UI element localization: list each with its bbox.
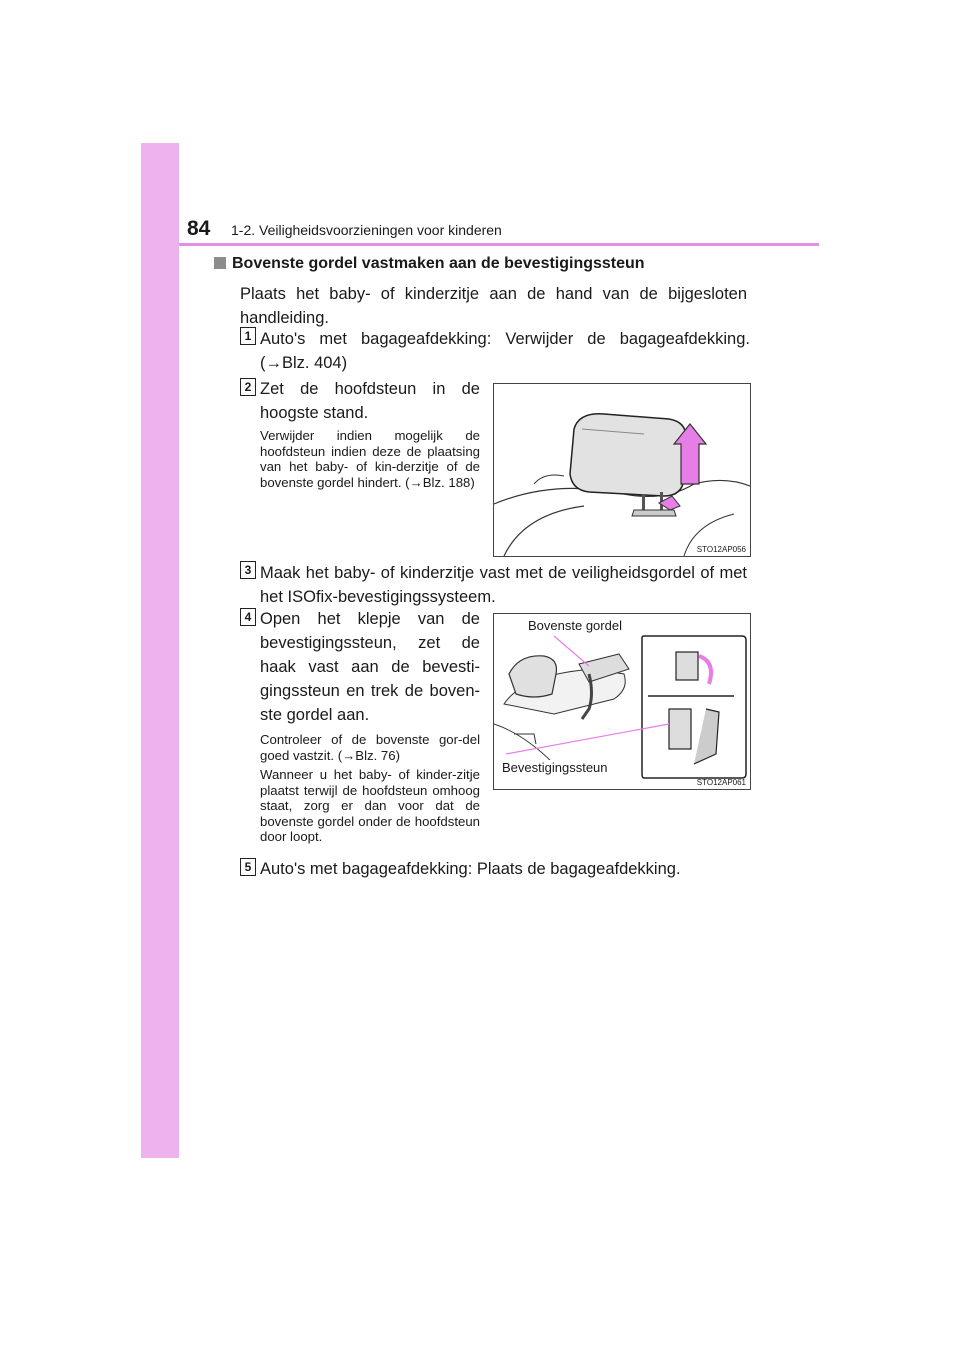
chapter-sidebar-tab bbox=[141, 143, 179, 1158]
section-title: Bovenste gordel vastmaken aan de bevestigingssteun bbox=[232, 255, 645, 272]
section-heading bbox=[214, 255, 645, 273]
intro-text: Plaats het baby- of kinderzitje aan de hand van de bijgesloten handleiding. bbox=[240, 285, 747, 327]
callout-top-strap: Bovenste gordel bbox=[528, 618, 622, 633]
step-4-text: Open het klepje van de bevestigingssteun, zet de haak vast aan de bevesti-gingssteun en trek de boven-ste gordel aan. bbox=[260, 610, 480, 724]
step-number-3: 3 bbox=[240, 561, 256, 579]
step-4-note-1: Controleer of de bovenste gor-del goed vastzit. (→Blz. 76) bbox=[260, 732, 480, 763]
anchor-figure bbox=[493, 613, 751, 790]
step-number-1: 1 bbox=[240, 327, 256, 345]
step-number-2: 2 bbox=[240, 378, 256, 396]
callout-anchor-bracket: Bevestigingssteun bbox=[502, 760, 608, 775]
step-4-note-2: Wanneer u het baby- of kinder-zitje plaatst terwijl de hoofdsteun omhoog staat, zorg er dan voor dat de bovenste gordel onder de hoofdsteun door loopt. bbox=[260, 767, 480, 844]
step-3-text: Maak het baby- of kinderzitje vast met de veiligheidsgordel of met het ISOfix-bevestigingssysteem. bbox=[260, 564, 747, 606]
step-5-text: Auto's met bagageafdekking: Plaats de bagageafdekking. bbox=[260, 860, 681, 878]
step-number-4: 4 bbox=[240, 608, 256, 626]
step-2-note: Verwijder indien mogelijk de hoofdsteun indien deze de plaatsing van het baby- of kin-derzitje of de bovenste gordel hindert. (→Blz. 188) bbox=[260, 428, 480, 490]
step-1-text: Auto's met bagageafdekking: Verwijder de bagageafdekking. (→Blz. 404) bbox=[260, 330, 750, 372]
headrest-figure bbox=[493, 383, 751, 557]
square-bullet-icon bbox=[214, 257, 226, 269]
figure-code: STO12AP061 bbox=[696, 778, 746, 787]
header-rule bbox=[179, 243, 819, 246]
figure-code: STO12AP056 bbox=[696, 545, 746, 554]
chapter-title: 1-2. Veiligheidsvoorzieningen voor kinderen bbox=[231, 222, 502, 238]
page-number: 84 bbox=[187, 217, 211, 240]
headrest-illustration bbox=[494, 384, 750, 556]
step-number-5: 5 bbox=[240, 858, 256, 876]
step-2-text: Zet de hoofdsteun in de hoogste stand. bbox=[260, 380, 480, 422]
